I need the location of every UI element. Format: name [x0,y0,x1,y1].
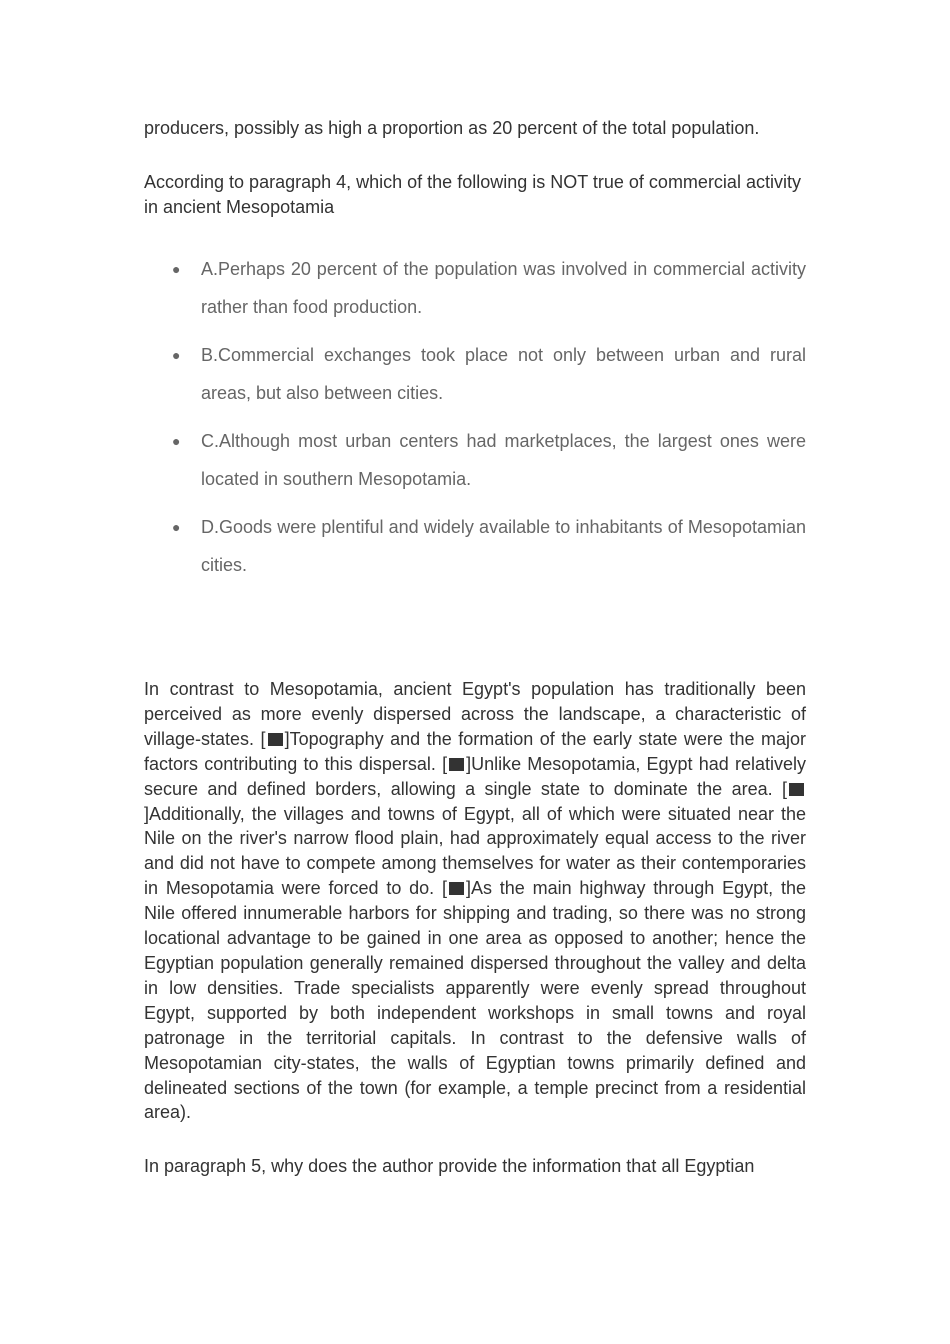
insertion-square-icon[interactable] [449,758,464,771]
answer-option-label: C.Although most urban centers had marketplaces, the largest ones were located in southern Mesopotamia. [201,431,806,489]
paragraph-5-text: ]Additionally, the villages and towns of Egypt, all of which were situated near the Nile on the river's narrow flood plain, had approximately equal access to the river and did not have to compete among themselves for water as their contemporaries in Mesopotamia were forced to do. [ [144,803,806,899]
bullet-icon: ● [172,519,181,535]
answer-option-a[interactable] [144,250,806,326]
answer-option-label: B.Commercial exchanges took place not only between urban and rural areas, but also between cities. [201,345,806,403]
paragraph-5-text: ]Unlike Mesopotamia, Egypt had relatively secure and defined borders, allowing a single state to dominate the area. [ [144,753,806,799]
answer-option-label: A.Perhaps 20 percent of the population was involved in commercial activity rather than food production. [201,259,806,317]
answer-option-label: D.Goods were plentiful and widely available to inhabitants of Mesopotamian cities. [201,517,806,575]
answer-option-c[interactable] [144,422,806,498]
bullet-icon: ● [172,433,181,449]
question-paragraph-4: According to paragraph 4, which of the following is NOT true of commercial activity in ancient Mesopotamia [144,172,801,217]
paragraph-5 [144,677,806,1125]
answer-options-list [144,250,806,594]
bullet-icon: ● [172,347,181,363]
insertion-square-icon[interactable] [268,733,283,746]
paragraph-5-text: ]As the main highway through Egypt, the Nile offered innumerable harbors for shipping and trading, so there was no strong locational advantage to be gained in one area as opposed to another; hence the Egyptian population generally remained dispersed throughout the valley and delta in low densities. Trade specialists apparently were evenly spread throughout Egypt, supported by both independent workshops in small towns and royal patronage in the territorial capitals. In contrast to the defensive walls of Mesopotamian city-states, the walls of Egyptian towns primarily defined and delineated sections of the town (for example, a temple precinct from a residential area). [144,878,806,1123]
paragraph-5-text: In contrast to Mesopotamia, ancient Egypt's population has traditionally been perceived as more evenly dispersed across the landscape, a characteristic of village-states. [ [144,679,806,749]
bullet-icon: ● [172,261,181,277]
insertion-square-icon[interactable] [789,783,804,796]
insertion-square-icon[interactable] [449,882,464,895]
answer-option-d[interactable] [144,508,806,584]
paragraph-4-ending: producers, possibly as high a proportion as 20 percent of the total population. [144,118,760,138]
paragraph-5-text: ]Topography and the formation of the early state were the major factors contributing to this dispersal. [ [144,728,806,774]
question-paragraph-5: In paragraph 5, why does the author provide the information that all Egyptian [144,1156,755,1176]
answer-option-b[interactable] [144,336,806,412]
